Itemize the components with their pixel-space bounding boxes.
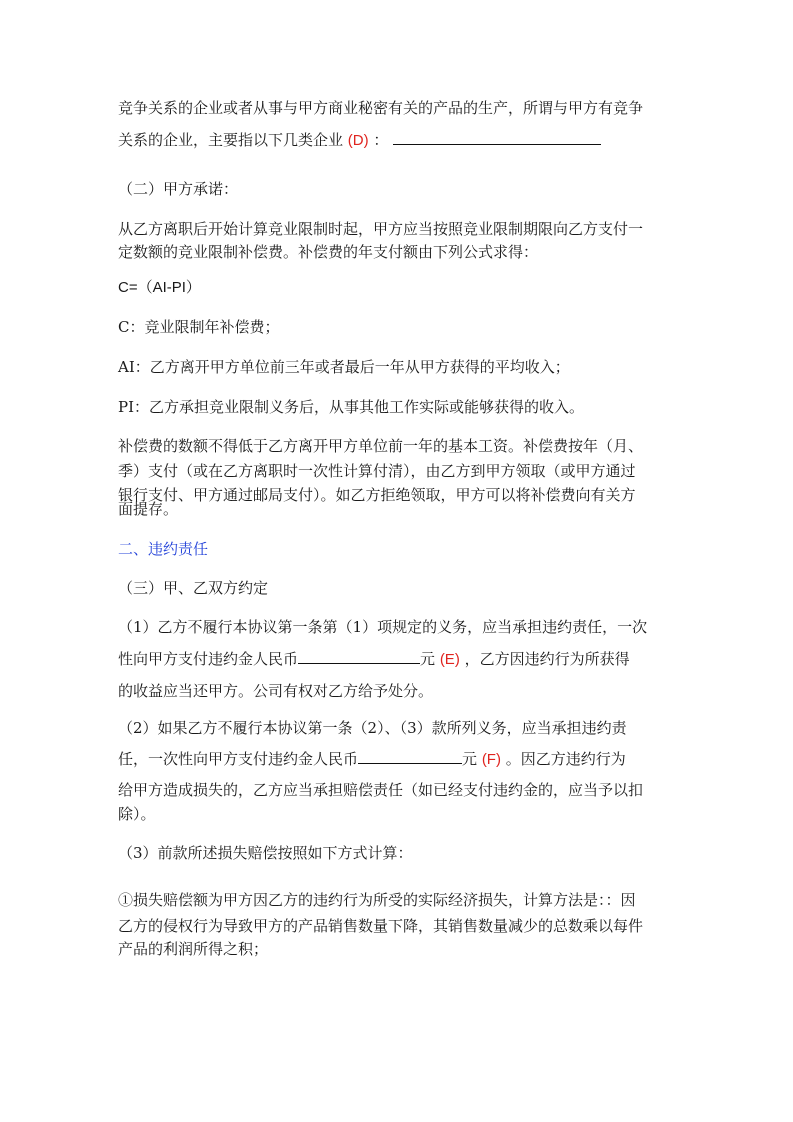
unit-yuan: 元 — [420, 650, 436, 668]
formula: C=（AI-PI） — [118, 279, 201, 296]
formula-term: C：竞业限制年补偿费； — [118, 318, 280, 336]
paragraph-line — [118, 649, 630, 670]
fill-blank — [393, 130, 601, 145]
paragraph-line: 除）。 — [118, 805, 156, 823]
unit-yuan: 元 — [462, 750, 478, 768]
paragraph-line — [118, 130, 601, 151]
paragraph-line: ①损失赔偿额为甲方因乙方的违约行为所受的实际经济损失，计算方法是：：因 — [118, 891, 636, 909]
paragraph-line: 季）支付（或在乙方离职时一次性计算付清），由乙方到甲方领取（或甲方通过 — [118, 462, 636, 480]
paragraph-line: 产品的利润所得之积； — [118, 940, 269, 958]
line-text: 性向甲方支付违约金人民币 — [118, 650, 299, 668]
paragraph-line: （2）如果乙方不履行本协议第一条（2）、（3）款所列义务，应当承担违约责 — [118, 719, 627, 737]
line-text: ，乙方因违约行为所获得 — [464, 650, 630, 668]
paragraph-line: （3）前款所述损失赔偿按照如下方式计算： — [118, 844, 413, 862]
answer-mark-d: (D) — [347, 132, 369, 149]
section-heading: （三）甲、乙双方约定 — [118, 579, 269, 597]
line-text: 。因乙方违约行为 — [505, 750, 626, 768]
paragraph-line: 面提存。 — [118, 500, 179, 518]
line-text: 任，一次性向甲方支付违约金人民币 — [118, 750, 359, 768]
section-heading-breach: 二、违约责任 — [118, 540, 209, 558]
formula-term: AI：乙方离开甲方单位前三年或者最后一年从甲方获得的平均收入； — [118, 358, 570, 376]
answer-mark-f: (F) — [481, 751, 501, 768]
paragraph-line: 从乙方离职后开始计算竞业限制时起，甲方应当按照竞业限制期限向乙方支付一 — [118, 220, 644, 238]
line-text: 关系的企业，主要指以下几类企业 — [118, 131, 344, 149]
paragraph-line: 银行支付、甲方通过邮局支付）。如乙方拒绝领取，甲方可以将补偿费向有关方 — [118, 486, 636, 504]
paragraph-line: 的收益应当还甲方。公司有权对乙方给予处分。 — [118, 682, 434, 700]
paragraph-line — [118, 749, 626, 770]
colon: ： — [373, 131, 389, 149]
paragraph-line: 乙方的侵权行为导致甲方的产品销售数量下降，其销售数量减少的总数乘以每件 — [118, 917, 644, 935]
formula-term: PI：乙方承担竞业限制义务后，从事其他工作实际或能够获得的收入。 — [118, 398, 585, 416]
paragraph-line: 补偿费的数额不得低于乙方离开甲方单位前一年的基本工资。补偿费按年（月、 — [118, 437, 644, 455]
paragraph-line: 给甲方造成损失的，乙方应当承担赔偿责任（如已经支付违约金的，应当予以扣 — [118, 781, 644, 799]
paragraph-line: 定数额的竞业限制补偿费。补偿费的年支付额由下列公式求得： — [118, 243, 539, 261]
fill-blank — [358, 749, 462, 764]
section-heading: （二）甲方承诺： — [118, 180, 239, 198]
paragraph-line: （1）乙方不履行本协议第一条第（1）项规定的义务，应当承担违约责任，一次 — [118, 618, 648, 636]
fill-blank — [298, 649, 420, 664]
paragraph-line: 竞争关系的企业或者从事与甲方商业秘密有关的产品的生产，所谓与甲方有竞争 — [118, 99, 644, 117]
answer-mark-e: (E) — [439, 651, 460, 668]
